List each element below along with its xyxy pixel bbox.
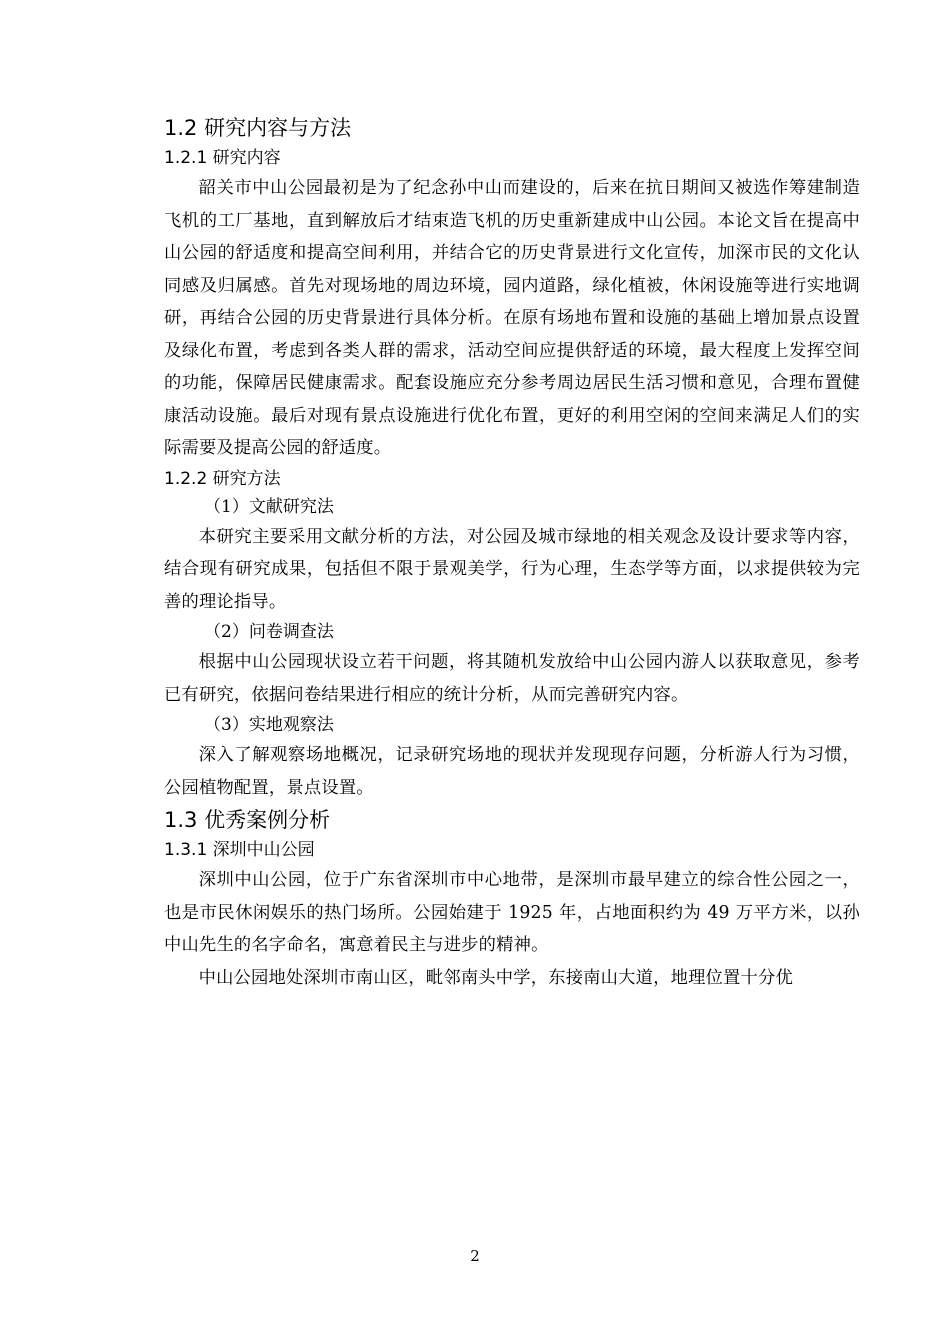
method-paragraph-questionnaire: 根据中山公园现状设立若干问题，将其随机发放给中山公园内游人以获取意见，参考已有研究，依据问卷结果进行相应的统计分析，从而完善研究内容。 [164, 652, 860, 705]
subsection-heading-1-3-1: 1.3.1 深圳中山公园 [164, 840, 315, 860]
page-content [164, 112, 860, 994]
method-paragraph-field-observation: 深入了解观察场地概况，记录研究场地的现状并发现现存问题，分析游人行为习惯，公园植物配置，景点设置。 [164, 745, 860, 798]
subsection-heading-1-2-2: 1.2.2 研究方法 [164, 468, 281, 489]
section-heading-1-3: 1.3 优秀案例分析 [164, 808, 331, 832]
subsection-heading-1-2-1: 1.2.1 研究内容 [164, 148, 281, 168]
method-title-questionnaire: （2）问卷调查法 [204, 622, 334, 642]
research-content-paragraph: 韶关市中山公园最初是为了纪念孙中山而建设的，后来在抗日期间又被选作筹建制造飞机的工厂基地，直到解放后才结束造飞机的历史重新建成中山公园。本论文旨在提高中山公园的舒适度和提高空间利用，并结合它的历史背景进行文化宣传，加深市民的文化认同感及归属感。首先对现场地的周边环境，园内道路，绿化植被，休闲设施等进行实地调研，再结合公园的历史背景进行具体分析。在原有场地布置和设施的基础上增加景点设置及绿化布置，考虑到各类人群的需求，活动空间应提供舒适的环境，最大程度上发挥空间的功能，保障居民健康需求。配套设施应充分参考周边居民生活习惯和意见，合理布置健康活动设施。最后对现有景点设施进行优化布置，更好的利用空闲的空间来满足人们的实际需要及提高公园的舒适度。 [164, 178, 860, 458]
method-title-literature: （1）文献研究法 [204, 496, 334, 517]
section-heading-1-2: 1.2 研究内容与方法 [164, 116, 352, 140]
page-number: 2 [470, 1247, 480, 1265]
method-paragraph-literature: 本研究主要采用文献分析的方法，对公园及城市绿地的相关观念及设计要求等内容，结合现有研究成果，包括但不限于景观美学，行为心理，生态学等方面，以求提供较为完善的理论指导。 [164, 526, 860, 612]
shenzhen-park-paragraph-2: 中山公园地处深圳市南山区，毗邻南头中学，东接南山大道，地理位置十分优 [198, 967, 793, 988]
shenzhen-park-paragraph-1: 深圳中山公园，位于广东省深圳市中心地带，是深圳市最早建立的综合性公园之一，也是市民休闲娱乐的热门场所。公园始建于 1925 年，占地面积约为 49 万平方米，以孙中山先生的名字命名，寓意着民主与进步的精神。 [164, 870, 860, 955]
method-title-field-observation: （3）实地观察法 [204, 715, 334, 735]
